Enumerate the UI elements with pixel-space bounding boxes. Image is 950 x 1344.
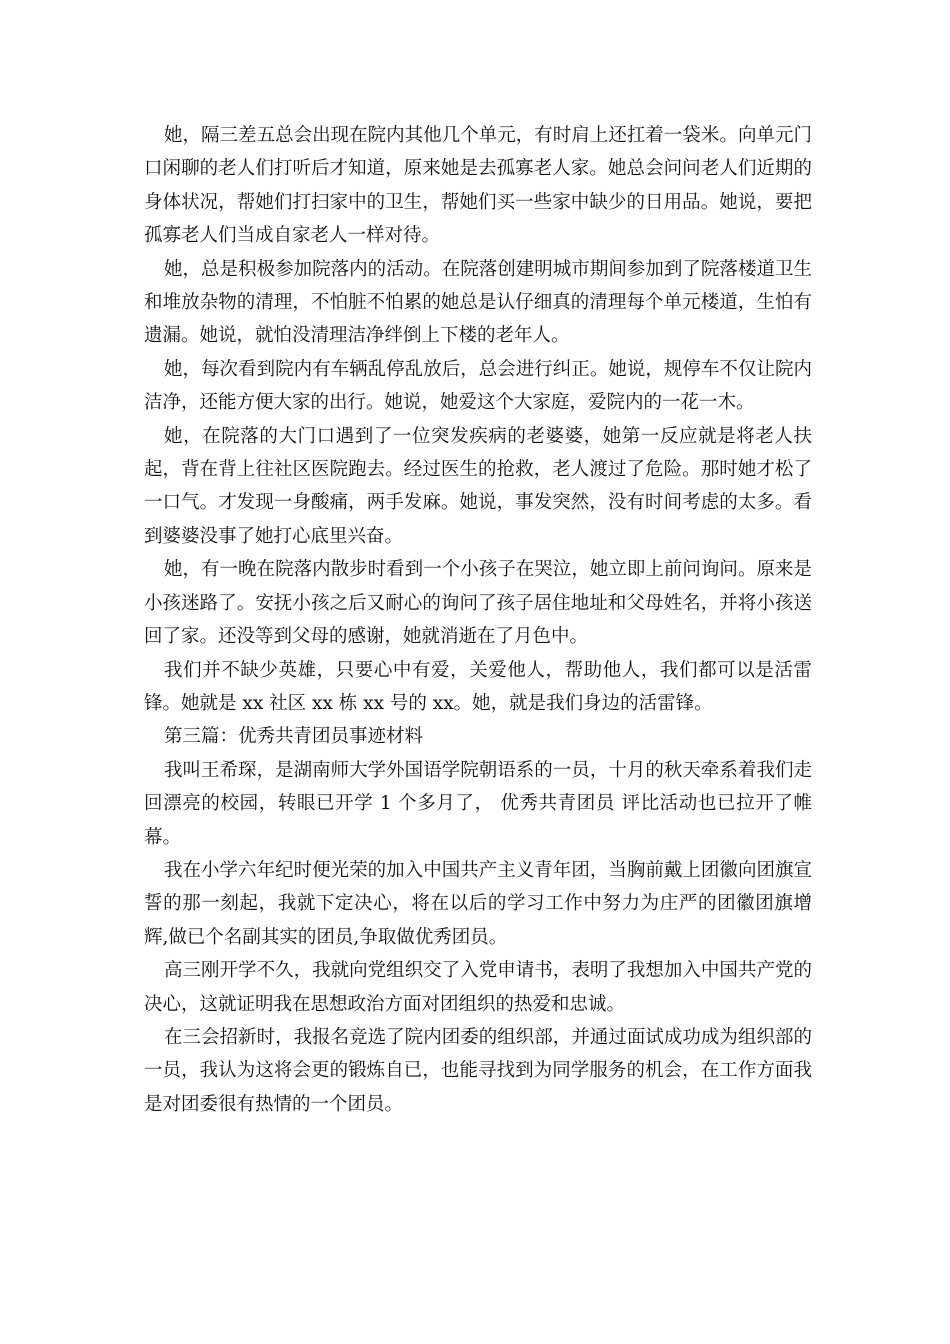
paragraph: 在三会招新时，我报名竞选了院内团委的组织部，并通过面试成功成为组织部的一员，我认为这将会更的锻炼自已，也能寻找到为同学服务的机会，在工作方面我是对团委很有热情的一个团员。 [144, 1026, 812, 1115]
paragraph: 我叫王希琛，是湖南师大学外国语学院朝语系的一员，十月的秋天牵系着我们走回漂亮的校园，转眼已开学 1 个多月了， 优秀共青团员 评比活动也已拉开了帷幕。 [144, 759, 812, 848]
paragraph: 她，总是积极参加院落内的活动。在院落创建明城市期间参加到了院落楼道卫生和堆放杂物的清理，不怕脏不怕累的她总是认仔细真的清理每个单元楼道，生怕有遗漏。她说，就怕没清理洁净绊倒上下楼的老年人。 [144, 258, 812, 347]
paragraph: 高三刚开学不久，我就向党组织交了入党申请书，表明了我想加入中国共产党的决心，这就证明我在思想政治方面对团组织的热爱和忠诚。 [144, 960, 812, 1015]
section-heading: 第三篇：优秀共青团员事迹材料 [164, 726, 424, 748]
paragraph: 我在小学六年纪时便光荣的加入中国共产主义青年团，当胸前戴上团徽向团旗宣誓的那一刻起，我就下定决心，将在以后的学习工作中努力为庄严的团徽团旗增辉,做已个名副其实的团员,争取做优秀团员。 [144, 859, 812, 948]
paragraph: 她，隔三差五总会出现在院内其他几个单元，有时肩上还扛着一袋米。向单元门口闲聊的老人们打听后才知道，原来她是去孤寡老人家。她总会问问老人们近期的身体状况，帮她们打扫家中的卫生，帮她们买一些家中缺少的日用品。她说，要把孤寡老人们当成自家老人一样对待。 [144, 125, 812, 247]
document-body [144, 119, 812, 1121]
paragraph: 我们并不缺少英雄，只要心中有爱，关爱他人，帮助他人，我们都可以是活雷锋。她就是 xx 社区 xx 栋 xx 号的 xx。她，就是我们身边的活雷锋。 [144, 659, 812, 714]
paragraph: 她，有一晚在院落内散步时看到一个小孩子在哭泣，她立即上前问询问。原来是小孩迷路了。安抚小孩之后又耐心的询问了孩子居住地址和父母姓名，并将小孩送回了家。还没等到父母的感谢，她就消逝在了月色中。 [144, 559, 812, 648]
paragraph: 她，在院落的大门口遇到了一位突发疾病的老婆婆，她第一反应就是将老人扶起，背在背上往社区医院跑去。经过医生的抢救，老人渡过了危险。那时她才松了一口气。才发现一身酸痛，两手发麻。她说，事发突然，没有时间考虑的太多。看到婆婆没事了她打心底里兴奋。 [144, 425, 812, 547]
paragraph: 她，每次看到院内有车辆乱停乱放后，总会进行纠正。她说，规停车不仅让院内洁净，还能方便大家的出行。她说，她爱这个大家庭，爱院内的一花一木。 [144, 358, 812, 414]
